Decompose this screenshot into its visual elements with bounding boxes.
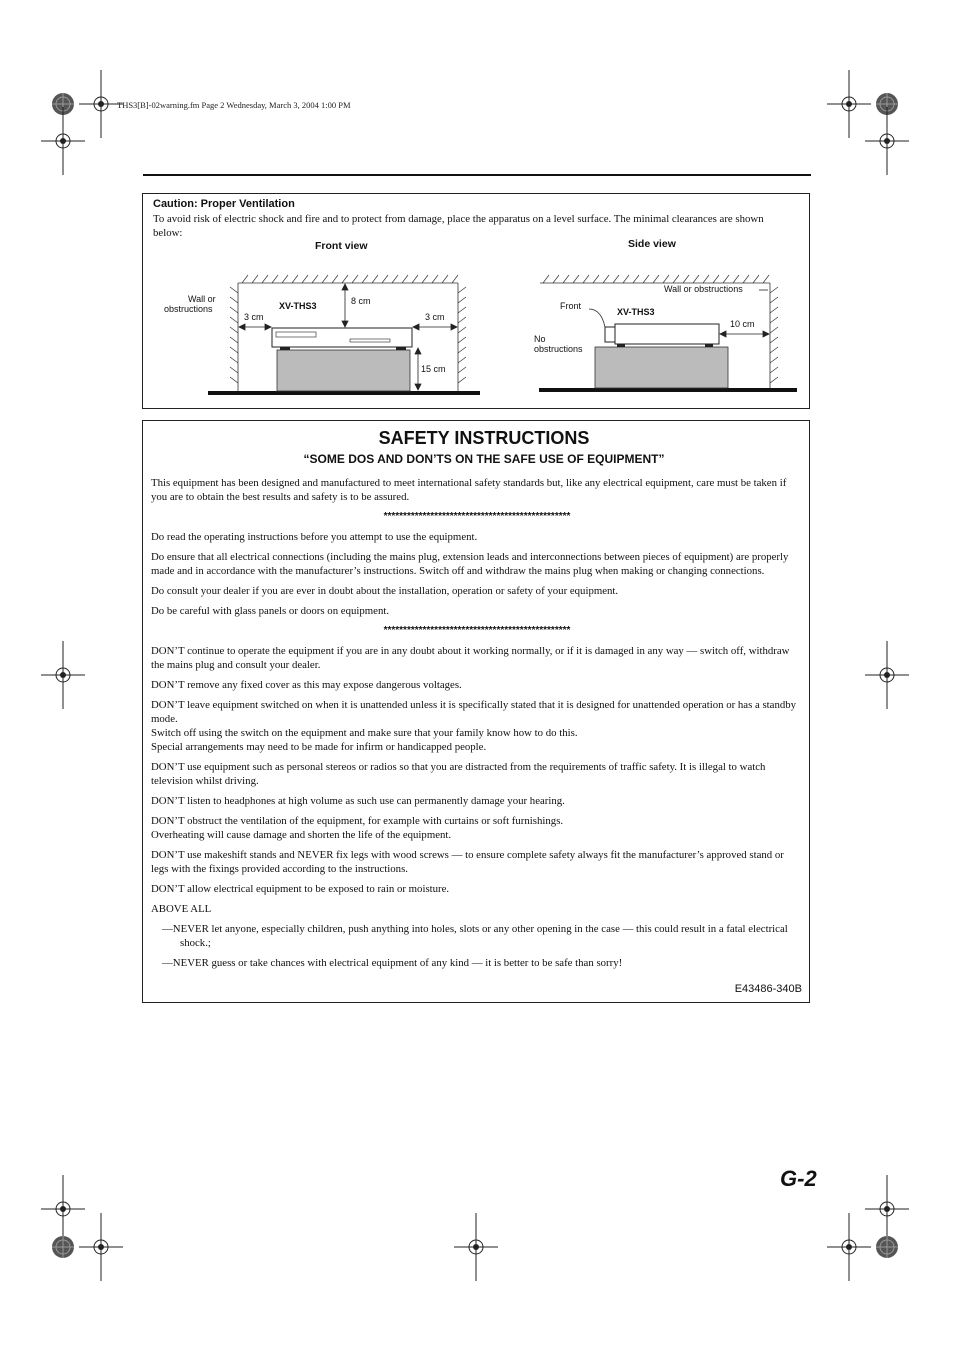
crosshair-tl2 [41, 107, 85, 175]
safety-subtitle: “SOME DOS AND DON’TS ON THE SAFE USE OF EQUIPMENT” [303, 452, 665, 466]
crosshair-bl [79, 1213, 123, 1281]
crosshair-bc [454, 1213, 498, 1281]
front-wall-label-2: obstructions [164, 304, 213, 314]
front-left-clearance: 3 cm [244, 312, 264, 322]
dont-item: DON’T listen to headphones at high volume as such use can permanently damage your hearing. [151, 795, 565, 807]
front-view-diagram [200, 265, 485, 400]
safety-title: SAFETY INSTRUCTIONS [378, 428, 590, 448]
stars-divider-1: ************************************************ [383, 511, 571, 522]
do-item: Do read the operating instructions before you attempt to use the equipment. [151, 531, 478, 543]
never-item: —NEVER guess or take chances with electrical equipment of any kind — it is better to be safe than sorry! [162, 957, 623, 969]
do-item: Do be careful with glass panels or doors on equipment. [151, 605, 390, 617]
never-item: —NEVER let anyone, especially children, push anything into holes, slots or any other opening in the case — this could result in a fatal electrical shock.; [162, 923, 788, 949]
crosshair-ml [41, 641, 85, 709]
front-right-clearance: 3 cm [425, 312, 445, 322]
crosshair-tr [827, 70, 871, 138]
dont-item: DON’T leave equipment switched on when it is unattended unless it is specifically stated that it is designed for unattended operation or has a standby mode. [151, 699, 797, 725]
side-back-clearance: 10 cm [730, 319, 755, 329]
side-view-label: Side view [628, 238, 676, 250]
registration-target-bl [52, 1236, 74, 1258]
ventilation-text: To avoid risk of electric shock and fire and to protect from damage, place the apparatus on a level surface. The minimal clearances are shown below: [153, 213, 764, 239]
front-top-clearance: 8 cm [351, 296, 371, 306]
side-front-label: Front [560, 301, 582, 311]
safety-intro: This equipment has been designed and manufactured to meet international safety standards but, like any electrical equipment, care must be taken if you are to obtain the best results and safety is to be assured. [151, 477, 787, 503]
crosshair-mr [865, 641, 909, 709]
dont-item: DON’T use equipment such as personal stereos or radios so that you are distracted from the requirements of traffic safety. It is illegal to watch television whilst driving. [151, 761, 766, 787]
file-info: THS3[B]-02warning.fm Page 2 Wednesday, March 3, 2004 1:00 PM [117, 100, 351, 110]
dont-item: Switch off using the switch on the equipment and make sure that your family know how to do this. [151, 727, 578, 739]
dont-item: DON’T continue to operate the equipment if you are in any doubt about it working normally, or if it is damaged in any way — switch off, withdraw the mains plug and consult your dealer. [151, 645, 790, 671]
crosshair-br [827, 1213, 871, 1281]
side-model-label: XV-THS3 [617, 307, 655, 317]
page-number: G-2 [780, 1166, 817, 1191]
dont-item: DON’T allow electrical equipment to be exposed to rain or moisture. [151, 883, 450, 895]
ventilation-title: Caution: Proper Ventilation [153, 198, 295, 210]
front-wall-label-1: Wall or [188, 294, 216, 304]
do-item: Do ensure that all electrical connections (including the mains plug, extension leads and interconnections between pieces of equipment) are properly made and in accordance with the manufacturer’s instructions. Switch off and withdraw the mains plug when making or changing connections. [151, 551, 789, 577]
side-no-obs-2: obstructions [534, 344, 583, 354]
dont-item: DON’T use makeshift stands and NEVER fix legs with wood screws — to ensure complete safety always fit the manufacturer’s approved stand or legs with the fixings provided according to the instructions. [151, 849, 784, 875]
dont-item: DON’T obstruct the ventilation of the equipment, for example with curtains or soft furnishings. [151, 815, 564, 827]
front-model-label: XV-THS3 [279, 301, 317, 311]
dont-item: Special arrangements may need to be made for infirm or handicapped people. [151, 741, 487, 753]
side-wall-label: Wall or obstructions [664, 284, 743, 294]
dont-item: Overheating will cause damage and shorten the life of the equipment. [151, 829, 452, 841]
crosshair-tr2 [865, 107, 909, 175]
front-bottom-clearance: 15 cm [421, 364, 446, 374]
dont-item: DON’T remove any fixed cover as this may expose dangerous voltages. [151, 679, 462, 691]
safety-body [151, 476, 803, 976]
registration-target-br [876, 1236, 898, 1258]
do-item: Do consult your dealer if you are ever in doubt about the installation, operation or safety of your equipment. [151, 585, 619, 597]
stars-divider-2: ************************************************ [383, 625, 571, 636]
front-view-label: Front view [315, 240, 368, 252]
document-code: E43486-340B [734, 983, 802, 995]
top-rule [143, 174, 811, 176]
crosshair-bl2 [41, 1175, 85, 1243]
above-all: ABOVE ALL [151, 903, 212, 915]
crosshair-br2 [865, 1175, 909, 1243]
side-no-obs-1: No [534, 334, 546, 344]
